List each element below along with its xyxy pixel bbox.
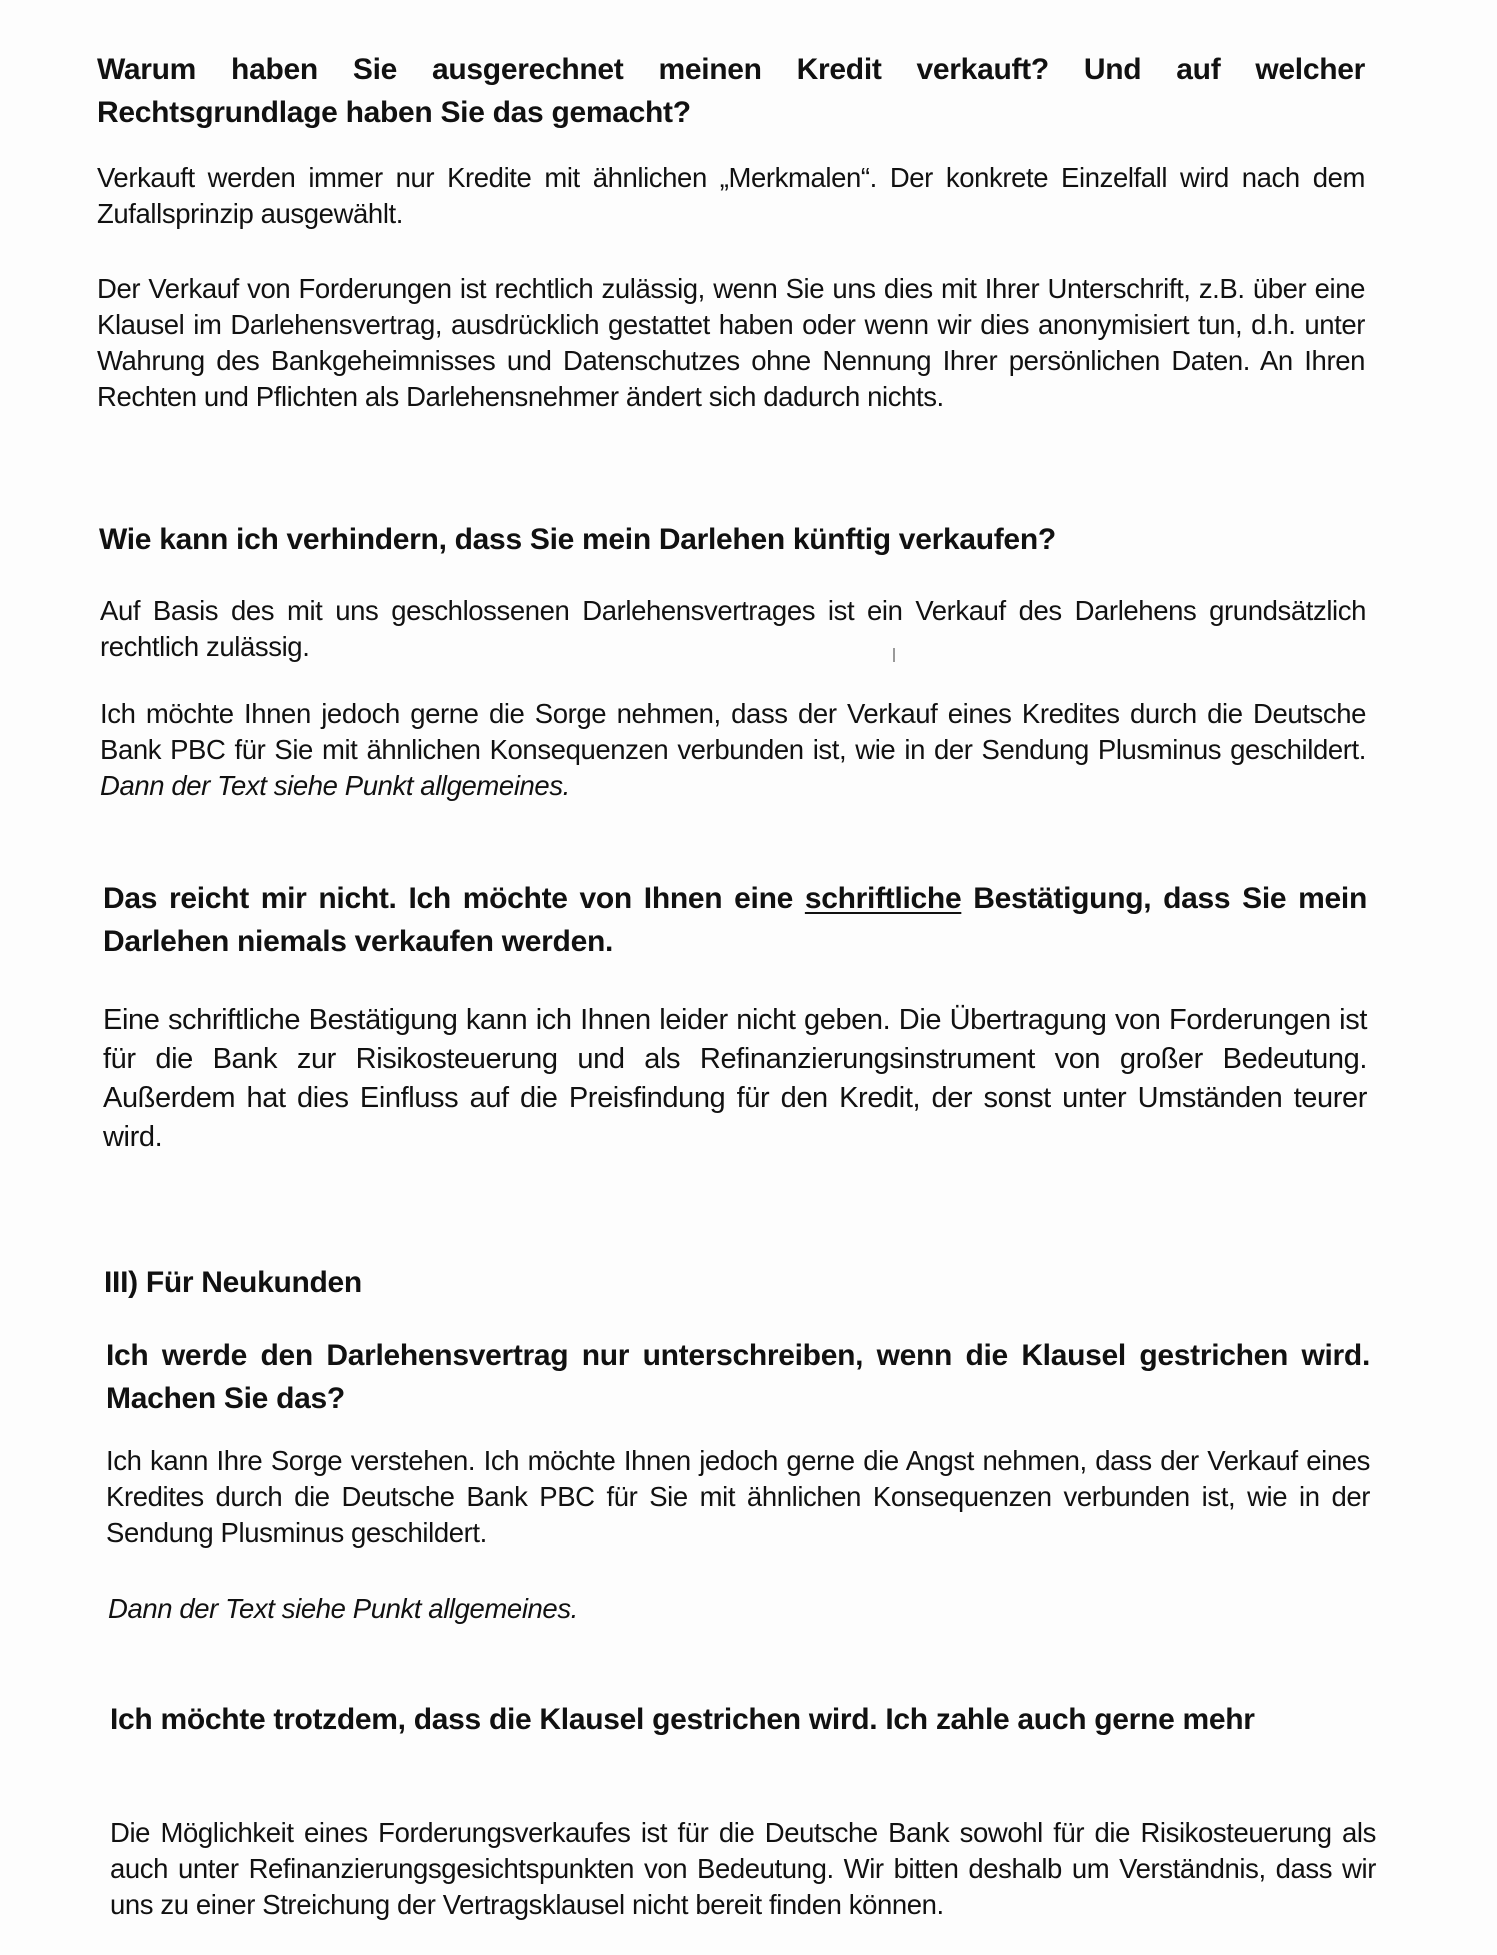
- answer-paragraph: Ich kann Ihre Sorge verstehen. Ich möchte Ihnen jedoch gerne die Angst nehmen, dass der Verkauf eines Kredites durch die Deutsche Bank PBC für Sie mit ähnlichen Konsequenzen verbunden ist, wie in der Sendung Plusminus geschildert.: [106, 1445, 1370, 1548]
- heading-text: Bestätigung, dass Sie mein Darlehen niemals verkaufen werden.: [103, 882, 1367, 958]
- question-heading: Ich möchte trotzdem, dass die Klausel gestrichen wird. Ich zahle auch gerne mehr: [110, 1703, 1255, 1736]
- answer-italic-note: Dann der Text siehe Punkt allgemeines.: [108, 1593, 578, 1624]
- heading-text: Das reicht mir nicht. Ich möchte von Ihnen eine: [103, 882, 793, 915]
- section-title: III) Für Neukunden: [104, 1266, 362, 1299]
- question-heading: Ich werde den Darlehensvertrag nur unterschreiben, wenn die Klausel gestrichen wird. Machen Sie das?: [106, 1339, 1370, 1415]
- answer-paragraph: Die Möglichkeit eines Forderungsverkaufes ist für die Deutsche Bank sowohl für die Risikosteuerung als auch unter Refinanzierungsgesichtspunkten von Bedeutung. Wir bitten deshalb um Verständnis, dass wir uns zu einer Streichung der Vertragsklausel nicht bereit finden können.: [110, 1817, 1376, 1920]
- answer-paragraph: Auf Basis des mit uns geschlossenen Darlehensvertrages ist ein Verkauf des Darlehens grundsätzlich rechtlich zulässig.: [100, 595, 1366, 662]
- answer-paragraph: [100, 696, 1366, 804]
- answer-paragraph: Verkauft werden immer nur Kredite mit ähnlichen „Merkmalen“. Der konkrete Einzelfall wird nach dem Zufallsprinzip ausgewählt.: [97, 162, 1365, 229]
- answer-paragraph: Eine schriftliche Bestätigung kann ich Ihnen leider nicht geben. Die Übertragung von Forderungen ist für die Bank zur Risikosteuerung und als Refinanzierungsinstrument von großer Bedeutung. Außerdem hat dies Einfluss auf die Preisfindung für den Kredit, der sonst unter Umständen teurer wird.: [103, 1004, 1367, 1153]
- answer-paragraph: Der Verkauf von Forderungen ist rechtlich zulässig, wenn Sie uns dies mit Ihrer Unterschrift, z.B. über eine Klausel im Darlehensvertrag, ausdrücklich gestattet haben oder wenn wir dies anonymisiert tun, d.h. unter Wahrung des Bankgeheimnisses und Datenschutzes ohne Nennung Ihrer persönlichen Daten. An Ihren Rechten und Pflichten als Darlehensnehmer ändert sich dadurch nichts.: [97, 273, 1365, 412]
- answer-italic-note: Dann der Text siehe Punkt allgemeines.: [100, 770, 570, 801]
- scan-speck: [893, 648, 895, 662]
- answer-text: Ich möchte Ihnen jedoch gerne die Sorge nehmen, dass der Verkauf eines Kredites durch die Deutsche Bank PBC für Sie mit ähnlichen Konsequenzen verbunden ist, wie in der Sendung Plusminus geschildert.: [100, 698, 1366, 765]
- question-heading: [103, 877, 1367, 963]
- heading-underlined-word: schriftliche: [804, 882, 962, 915]
- question-heading: Wie kann ich verhindern, dass Sie mein Darlehen künftig verkaufen?: [99, 523, 1056, 556]
- question-heading: Warum haben Sie ausgerechnet meinen Kredit verkauft? Und auf welcher Rechtsgrundlage haben Sie das gemacht?: [97, 53, 1365, 129]
